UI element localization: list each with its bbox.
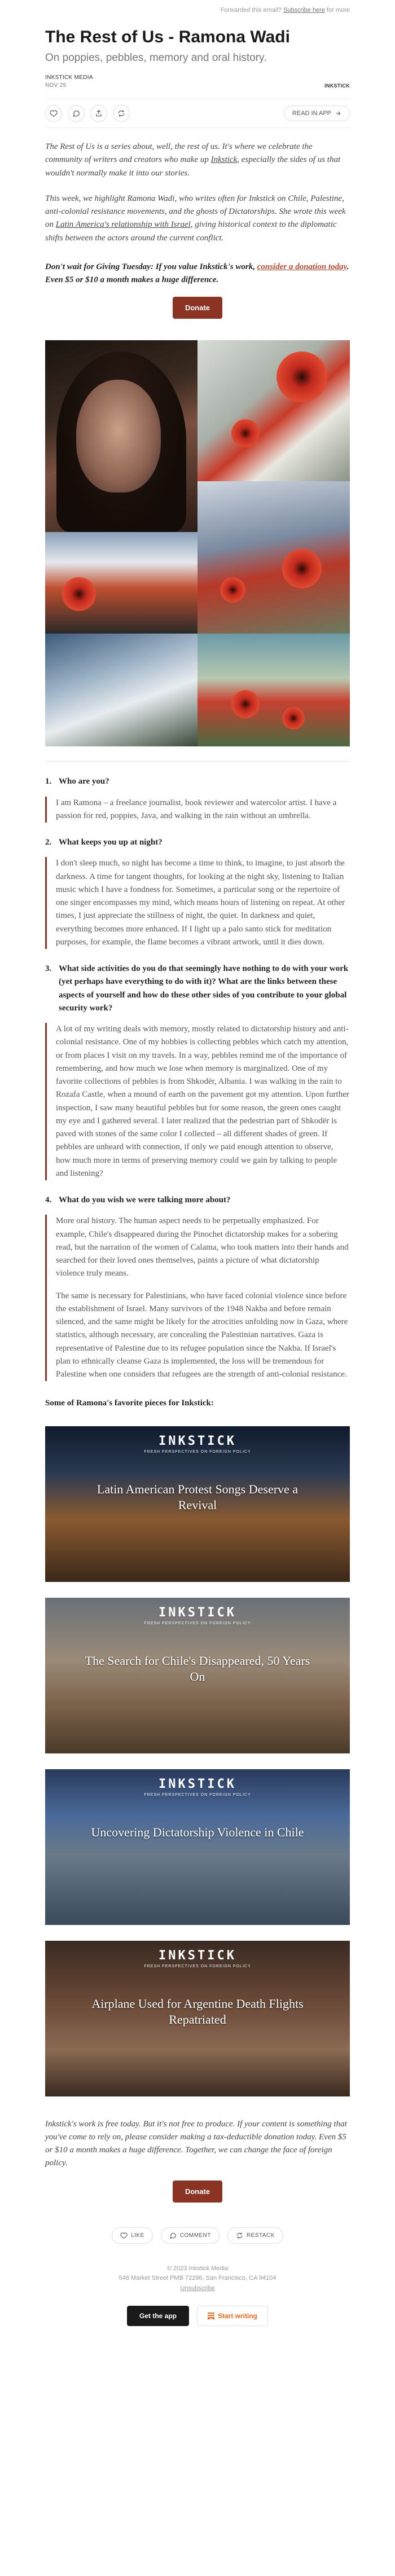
restack-icon [117,109,125,117]
card-tagline: FRESH PERSPECTIVES ON FOREIGN POLICY [144,1792,251,1797]
card-tagline: FRESH PERSPECTIVES ON FOREIGN POLICY [144,1964,251,1968]
mailing-address: 548 Market Street PMB 72296, San Francisco, CA 94104 [118,2275,276,2282]
portrait-face [76,380,161,493]
answer: I am Ramona – a freelance journalist, book reviewer and watercolor artist. I have a passion for red, poppies, Java, and walking in the rain without an umbrella. [45,797,350,823]
qa-item-3 [45,962,350,1180]
restack-icon [236,2232,243,2239]
watercolor-panel-2 [45,532,198,634]
inkstick-link[interactable]: Inkstick [210,155,238,165]
cta-bar [45,2306,350,2326]
donation-promo: Don't wait for Giving Tuesday: If you value Inkstick's work, consider a donation today. Even $5 or $10 a month makes a huge difference. [45,262,349,284]
favorites-heading: Some of Ramona's favorite pieces for Inkstick: [45,1399,214,1408]
comment-icon [72,109,80,117]
article-card[interactable] [45,1941,350,2096]
watercolor-panel-5 [198,634,350,746]
share-icon [95,109,103,117]
card-tagline: FRESH PERSPECTIVES ON FOREIGN POLICY [144,1449,251,1454]
intro-paragraph-1: The Rest of Us is a series about, well, the rest of us. It's where we celebrate the community of writers and creators who make up Inkstick, especially the sides of us that wouldn't normally make it into our stories. [45,142,341,178]
answer: A lot of my writing deals with memory, mostly related to dictatorship history and anti-colonial resistance. One of my hobbies is collecting pebbles which catch my attention, or from places I visit on my travels. In a way, pebbles remind me of the importance of remembering, and how much we lose when memory is marginalized. One of my favorite collections of pebbles is from Shkodër, Albania. I was walking in the rain to Rozafa Castle, when a mound of earth on the pavement got my attention. Upon further inspection, I saw many beautiful pebbles but for some reason, the green ones caught my eye and I gathered several. I later realized that the pedestrian part of Shkodër is paved with stones of the same color I collected – all different shades of green. If pebbles are unheard with connection, if only we paid enough attention to observe, how much more in terms of preserving memory could we gain by talking to people and listening? [45,1023,350,1180]
card-title: Latin American Protest Songs Deserve a Revival [96,1482,299,1513]
post-title[interactable]: The Rest of Us - Ramona Wadi [45,28,290,46]
forward-notice: Forwarded this email? Subscribe here for more [220,7,350,14]
like-pill-button[interactable]: LIKE [112,2227,153,2244]
card-title: Uncovering Dictatorship Violence in Chile [91,1825,304,1839]
watercolor-panel-1 [198,340,350,481]
restack-button[interactable] [113,105,130,122]
artwork-collage-image [45,340,350,746]
qa-item-1 [45,775,350,823]
post-header [0,14,395,128]
action-bar [45,99,350,128]
intro-section [45,140,350,245]
card-brand: INKSTICK [159,1777,236,1791]
comment-icon [169,2232,177,2239]
engagement-bar [45,2227,350,2244]
section-divider [45,761,350,762]
qa-item-2 [45,836,350,949]
question: 1. Who are you? [45,777,109,786]
comment-button[interactable] [68,105,85,122]
heart-icon [50,109,58,117]
question: 2. What keeps you up at night? [45,838,163,847]
get-app-button[interactable]: Get the app [127,2306,189,2326]
post-date: NOV 25 [45,82,67,89]
card-title: Airplane Used for Argentine Death Flights Repatriated [91,1996,304,2027]
question: 4. What do you wish we were talking more about? [45,1195,231,1205]
outro-paragraph: Inkstick's work is free today. But it's not free to produce. If your content is something that you've come to rely on, please consider making a tax-deductible donation today. Even $5 or $10 a month makes a huge difference. Together, we can change the face of foreign policy. [45,2119,347,2168]
post-meta [45,74,350,89]
card-brand: INKSTICK [159,1948,236,1963]
intro-paragraph-2: This week, we highlight Ramona Wadi, who writes often for Inkstick on Chile, Palestine, anti-colonial resistance movements, and the ghosts of Dictatorships. She wrote this week on Latin America's relationship with Israel, giving historical context to the diplomatic shifts between the actors around the current conflict. [45,194,346,243]
donation-link[interactable]: consider a donation today [257,262,347,271]
watercolor-panel-3 [198,481,350,634]
unsubscribe-link[interactable]: Unsubscribe [180,2284,215,2292]
card-brand: INKSTICK [159,1605,236,1620]
like-button[interactable] [45,105,62,122]
share-button[interactable] [90,105,107,122]
donate-button[interactable]: Donate [173,297,222,319]
article-card[interactable] [45,1426,350,1582]
arrow-right-icon [335,110,341,117]
article-card[interactable] [45,1598,350,1753]
email-footer [45,2264,350,2294]
card-tagline: FRESH PERSPECTIVES ON FOREIGN POLICY [144,1621,251,1625]
card-title: The Search for Chile's Disappeared, 50 Years On [85,1653,310,1684]
copyright: © 2023 Inkstick Media [166,2265,229,2272]
start-writing-button[interactable]: Start writing [197,2306,268,2326]
heart-icon [120,2232,128,2239]
card-brand: INKSTICK [159,1434,236,1448]
portrait-panel [45,340,198,532]
donate-button-bottom[interactable]: Donate [173,2181,222,2203]
comment-pill-button[interactable]: COMMENT [161,2227,220,2244]
answer: More oral history. The human aspect needs to be perpetually emphasized. For example, Chile's disappeared during the Pinochet dictatorship makes for a sobering read, but the narration of the women of Calama, who took matters into their hands and searched for their loved ones themselves, paints a picture of what dictatorship violence truly means. The same is necessary for Palestinians, who have faced colonial violence since before the establishment of Israel. Many survivors of the 1948 Nakba and before remain silenced, and the same might be likely for the atrocities unfolding now in Gaza, where statistics, although necessary, are concealing the Palestinian narratives. Gaza is representative of Palestine due to its refugee population since the Nakba. If Israel's plan to ethnically cleanse Gaza is implemented, the loss will be tremendous for Palestine when one considers that refugees are the strength of anti-colonial resistance. [45,1215,350,1381]
answer: I don't sleep much, so night has become a time to think, to imagine, to just absorb the darkness. A time for tangent thoughts, for looking at the night sky, listening to Italian music which I have a fondness for. Sometimes, a particular song or the repertoire of one singer encompasses my mind, which means hours of listening on repeat. At other times, I just appreciate the stillness of night, the quiet. In darkness and quiet, everything becomes more enhanced. If I light up a palo santo stick for meditation purposes, for example, the flame becomes a vibrant artwork, until it dies down. [45,857,350,949]
latin-america-israel-link[interactable]: Latin America's relationship with Israel [55,220,191,230]
watercolor-panel-4 [45,634,198,746]
qa-item-4 [45,1194,350,1381]
publication-brand: INKSTICK [324,83,350,89]
article-card[interactable] [45,1769,350,1925]
substack-logo-icon [208,2313,214,2320]
question: 3. What side activities do you do that seemingly have nothing to do with your work (yet perhaps have everything to do with it)? What are the links between these aspects of yourself and how do these other sides of you contribute to your global security work? [45,964,349,1013]
restack-pill-button[interactable]: RESTACK [227,2227,283,2244]
publication-name[interactable]: INKSTICK MEDIA [45,74,93,81]
post-body [0,140,395,2326]
read-in-app-button[interactable]: READ IN APP [284,105,350,121]
post-subtitle: On poppies, pebbles, memory and oral history. [45,52,267,64]
subscribe-link[interactable]: Subscribe here [283,7,325,14]
